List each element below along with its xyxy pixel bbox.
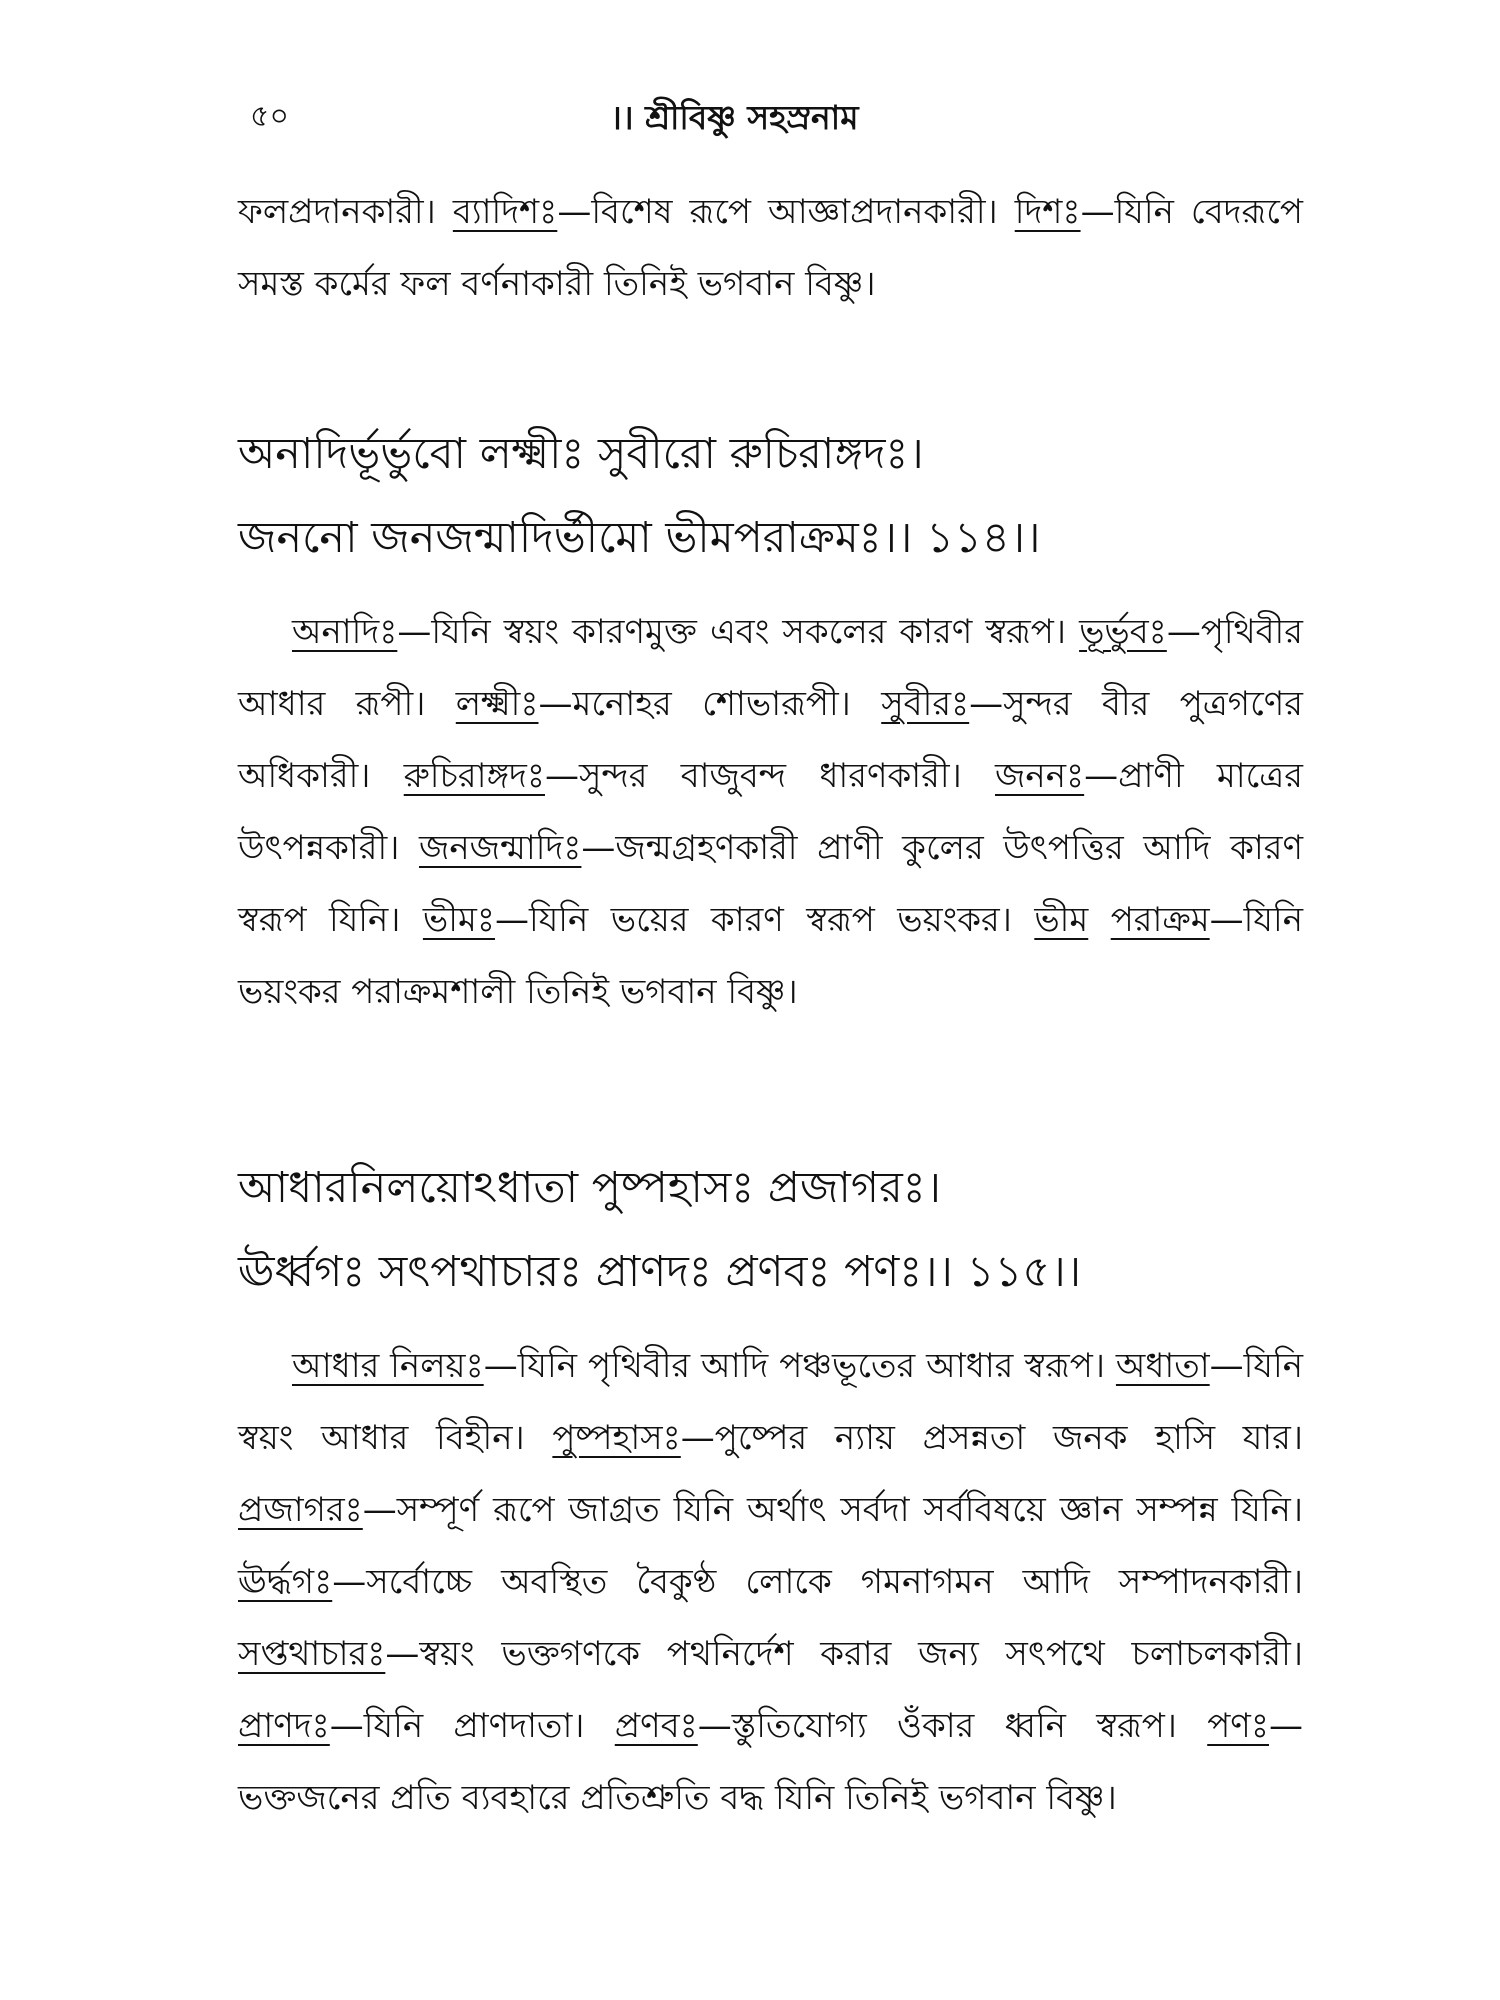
gloss-text: যিনি অর্থাৎ সর্বদা সর্ববিষয়ে জ্ঞান সম্পন্ন যিনি। bbox=[673, 1490, 1304, 1530]
paragraph-text bbox=[238, 176, 1303, 320]
gloss-text: —মনোহর শোভারূপী। bbox=[538, 684, 851, 724]
verse-line: অনাদির্ভূর্ভুবো লক্ষ্মীঃ সুবীরো রুচিরাঙ্গদঃ। bbox=[238, 429, 924, 479]
gloss-text: —পুষ্পের bbox=[680, 1418, 808, 1458]
underlined-term: ভীম bbox=[1034, 900, 1089, 940]
underlined-term: অনাদিঃ bbox=[292, 612, 398, 652]
gloss-text: স্বরূপ যিনি। bbox=[238, 900, 423, 940]
gloss-text: স্বরূপ। bbox=[1024, 1346, 1116, 1386]
underlined-term: সপ্তথাচারঃ bbox=[238, 1634, 386, 1674]
underlined-term: ব্যাদিশঃ bbox=[452, 192, 558, 232]
gloss-text: —সুন্দর বীর পুত্রগণের অধিকারী। bbox=[238, 684, 1303, 796]
verse-line: আধারনিলয়োঽধাতা পুষ্পহাসঃ প্রজাগরঃ। bbox=[238, 1163, 942, 1213]
underlined-term: আধার নিলয়ঃ bbox=[292, 1346, 484, 1386]
commentary-115 bbox=[238, 1330, 1303, 1834]
gloss-text: ন্যায় প্রসন্নতা জনক হাসি যার। bbox=[834, 1418, 1304, 1458]
verse-115 bbox=[238, 1146, 1303, 1314]
page-header bbox=[240, 92, 1250, 152]
gloss-text: সম্পাদনকারী। bbox=[1118, 1562, 1304, 1602]
underlined-term: জনজন্মাদিঃ bbox=[418, 828, 582, 868]
underlined-term: পণঃ bbox=[1207, 1706, 1269, 1746]
underlined-term: পুষ্পহাসঃ bbox=[552, 1418, 681, 1458]
verse-line: জননো জনজন্মাদির্ভীমো ভীমপরাক্রমঃ।। ১১৪।। bbox=[238, 513, 1041, 563]
underlined-term: দিশঃ bbox=[1014, 192, 1081, 232]
gloss-text: —যিনি স্বয়ং আধার বিহীন। bbox=[238, 1346, 1303, 1458]
gloss-text: ফলপ্রদানকারী। bbox=[238, 192, 453, 232]
underlined-term: প্রাণদঃ bbox=[238, 1706, 330, 1746]
gloss-text: জন্য সৎপথে চলাচলকারী। bbox=[918, 1634, 1304, 1674]
gloss-text: —যিনি প্রাণদাতা। bbox=[329, 1706, 585, 1746]
gloss-text: —ভক্তজনের bbox=[238, 1706, 1303, 1818]
underlined-term: জননঃ bbox=[995, 756, 1085, 796]
commentary-text bbox=[238, 596, 1303, 1028]
gloss-text: —সম্পূর্ণ রূপে জাগ্রত bbox=[362, 1490, 660, 1530]
underlined-term: ভীমঃ bbox=[422, 900, 495, 940]
gloss-text: —জন্মগ্রহণকারী প্রাণী কুলের উৎপত্তির আদি কারণ bbox=[581, 828, 1303, 868]
underlined-term: লক্ষ্মীঃ bbox=[455, 684, 539, 724]
gloss-text: —যিনি স্বয়ং কারণমুক্ত এবং সকলের কারণ স্বরূপ। bbox=[397, 612, 1067, 652]
gloss-text: —যিনি পৃথিবীর আদি পঞ্চভূতের আধার bbox=[483, 1346, 1014, 1386]
verse-114 bbox=[238, 412, 1303, 580]
underlined-term: পরাক্রম bbox=[1110, 900, 1210, 940]
underlined-term: অধাতা bbox=[1115, 1346, 1210, 1386]
underlined-term: ঊর্দ্ধগঃ bbox=[238, 1562, 333, 1602]
underlined-term: সুবীরঃ bbox=[881, 684, 970, 724]
gloss-text: —সর্বোচ্চে অবস্থিত বৈকুণ্ঠ লোকে গমনাগমন আদি bbox=[332, 1562, 1090, 1602]
gloss-text: ভগবান বিষ্ণু। bbox=[697, 264, 876, 304]
intro-paragraph bbox=[238, 176, 1303, 320]
gloss-text: প্রতি ব্যবহারে প্রতিশ্রুতি বদ্ধ যিনি তিনিই ভগবান বিষ্ণু। bbox=[390, 1778, 1117, 1818]
commentary-text bbox=[238, 1330, 1303, 1834]
underlined-term: প্রণবঃ bbox=[614, 1706, 698, 1746]
gloss-text: —বিশেষ রূপে আজ্ঞাপ্রদানকারী। bbox=[557, 192, 998, 232]
underlined-term: প্রজাগরঃ bbox=[238, 1490, 363, 1530]
gloss-text: —যিনি বেদরূপে সমস্ত কর্মের ফল বর্ণনাকারী তিনিই bbox=[238, 192, 1303, 304]
gloss-text: —যিনি ভয়ংকর পরাক্রমশালী তিনিই ভগবান বিষ্ণু। bbox=[238, 900, 1303, 1012]
gloss-text: বাজুবন্দ ধারণকারী। bbox=[680, 756, 995, 796]
gloss-text: —স্বয়ং ভক্তগণকে পথনির্দেশ করার bbox=[385, 1634, 892, 1674]
gloss-text: —যিনি ভয়ের কারণ স্বরূপ ভয়ংকর। bbox=[494, 900, 1035, 940]
page-number: ৫০ bbox=[250, 99, 289, 134]
running-title: ।। শ্রীবিষ্ণু সহস্রনাম bbox=[610, 98, 859, 137]
verse-line: ঊর্ধ্বগঃ সৎপথাচারঃ প্রাণদঃ প্রণবঃ পণঃ।। ১১৫।। bbox=[238, 1247, 1082, 1297]
gloss-text: —প্রাণী মাত্রের উৎপন্নকারী। bbox=[238, 756, 1303, 868]
gloss-text: —স্তুতিযোগ্য ওঁকার ধ্বনি স্বরূপ। bbox=[697, 1706, 1208, 1746]
gloss-text: —সুন্দর bbox=[544, 756, 648, 796]
commentary-114 bbox=[238, 596, 1303, 1028]
underlined-term: ভূর্ভুবঃ bbox=[1079, 612, 1167, 652]
underlined-term: রুচিরাঙ্গদঃ bbox=[403, 756, 545, 796]
gloss-text: —পৃথিবীর আধার রূপী। bbox=[238, 612, 1303, 724]
